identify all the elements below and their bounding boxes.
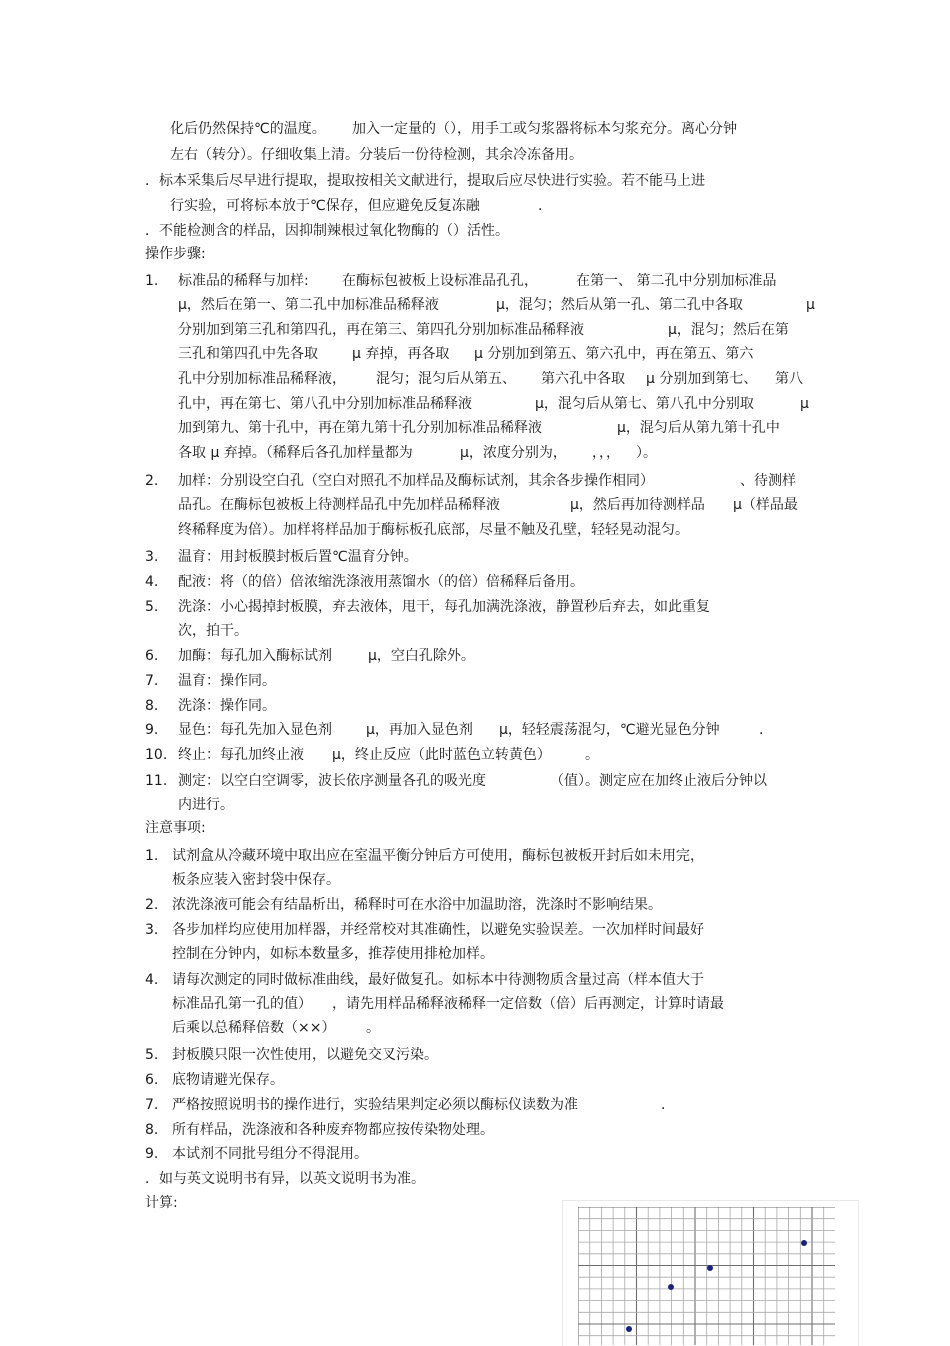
note-text: 请每次测定的同时做标准曲线，最好做复孔。如标本中待测物质含量过高（样本值大于 [172, 972, 704, 988]
data-point [626, 1326, 632, 1332]
step-text: 加酶：每孔加入酶标试剂 [178, 648, 332, 664]
step-text: （值）。测定应在加终止液后分钟以 [550, 773, 767, 789]
step-text: 在酶标包被板上设标准品孔孔， [342, 273, 538, 289]
step-text: 内进行。 [178, 797, 234, 813]
step-number: 1. [145, 273, 159, 289]
intro-text: 加入一定量的（），用手工或匀浆器将标本匀浆充分。离心分钟 [352, 121, 737, 137]
step-text: 品孔。在酶标包被板上待测样品孔中先加样品稀释液 [178, 497, 500, 513]
step-text: 配液：将（的倍）倍浓缩洗涤液用蒸馏水（的倍）倍稀释后备用。 [178, 574, 584, 590]
step-text: μ [800, 396, 809, 412]
note-text: 各步加样均应使用加样器，并经常校对其准确性，以避免实验误差。一次加样时间最好 [172, 922, 704, 938]
step-number: 2. [145, 473, 159, 489]
note-text: . [661, 1097, 666, 1113]
step-text: ）。 [636, 445, 657, 461]
note-text: 。 [366, 1020, 380, 1036]
step-number: 7. [145, 673, 159, 689]
step-text: μ，然后在第一、第二孔中加标准品稀释液 [178, 297, 439, 313]
note-text: 封板膜只限一次性使用，以避免交叉污染。 [172, 1047, 438, 1063]
note-text: 标准品孔第一孔的值） [172, 996, 312, 1012]
step-text: 第八 [775, 371, 803, 387]
step-text: . [759, 722, 764, 738]
note-text: 本试剂不同批号组分不得混用。 [172, 1146, 368, 1162]
intro-text: 左右（转分）。仔细收集上清。分装后一份待检测，其余冷冻备用。 [170, 147, 583, 163]
note-text: 严格按照说明书的操作进行，实验结果判定必须以酶标仪读数为准 [172, 1097, 578, 1113]
data-point [668, 1284, 674, 1290]
step-text: μ，混匀；然后在第 [668, 322, 789, 338]
step-text: 终止：每孔加终止液 [178, 747, 304, 763]
standard-curve-chart [578, 1207, 835, 1345]
step-text: μ，然后再加待测样品 [570, 497, 705, 513]
step-text: 三孔和第四孔中先各取 [178, 346, 318, 362]
section-heading: 计算: [145, 1195, 178, 1211]
note-text: 浓洗涤液可能会有结晶析出，稀释时可在水浴中加温助溶，洗涤时不影响结果。 [172, 897, 662, 913]
step-text: 标准品的稀释与加样: [178, 273, 309, 289]
intro-text: . [538, 198, 543, 214]
step-text: 洗涤：操作同。 [178, 698, 276, 714]
step-text: 加到第九、第十孔中，再在第九第十孔分别加标准品稀释液 [178, 420, 542, 436]
step-text: 终稀释度为倍）。加样将样品加于酶标板孔底部，尽量不触及孔壁，轻轻晃动混匀。 [178, 522, 689, 538]
step-number: 5. [145, 599, 159, 615]
step-text: μ，混匀；然后从第一孔、第二孔中各取 [496, 297, 743, 313]
step-number: 8. [145, 698, 159, 714]
data-point [801, 1240, 807, 1246]
step-text: 、待测样 [740, 473, 796, 489]
step-text: 在第一、 第二孔中分别加标准品 [576, 273, 777, 289]
note-text: 试剂盒从冷藏环境中取出应在室温平衡分钟后方可使用，酶标包被板开封后如未用完， [172, 848, 704, 864]
step-text: 各取 μ 弃掉。（稀释后各孔加样量都为 [178, 445, 413, 461]
step-text: μ，再加入显色剂 [366, 722, 473, 738]
intro-text: ．标本采集后尽早进行提取，提取按相关文献进行，提取后应尽快进行实验。若不能马上进 [145, 173, 705, 189]
step-text: 孔中，再在第七、第八孔中分别加标准品稀释液 [178, 396, 472, 412]
intro-text: 行实验，可将标本放于℃保存，但应避免反复冻融 [170, 198, 480, 214]
note-number: 9. [145, 1146, 159, 1162]
step-text: μ [806, 297, 815, 313]
step-text: 次，拍干。 [178, 623, 248, 639]
note-number: 3. [145, 922, 159, 938]
note-text: 控制在分钟内，如标本数量多，推荐使用排枪加样。 [172, 946, 494, 962]
note-number: 1. [145, 848, 159, 864]
step-number: 3. [145, 549, 159, 565]
step-text: ，，， [592, 445, 620, 461]
step-number: 11. [145, 773, 168, 789]
section-heading: 操作步骤: [145, 246, 206, 262]
intro-text: ．不能检测含的样品，因抑制辣根过氧化物酶的（）活性。 [145, 223, 509, 239]
note-number: 2. [145, 897, 159, 913]
step-text: 加样：分别设空白孔（空白对照孔不加样品及酶标试剂，其余各步操作相同） [178, 473, 654, 489]
step-text: μ，混匀后从第九第十孔中 [617, 420, 780, 436]
intro-text: 化后仍然保持℃的温度。 [170, 121, 326, 137]
step-number: 6. [145, 648, 159, 664]
note-text: 底物请避光保存。 [172, 1072, 284, 1088]
note-number: 6. [145, 1072, 159, 1088]
step-number: 4. [145, 574, 159, 590]
note-text: ．如与英文说明书有异，以英文说明书为准。 [145, 1171, 425, 1187]
note-number: 4. [145, 972, 159, 988]
note-text: 板条应装入密封袋中保存。 [172, 872, 340, 888]
note-text: 后乘以总稀释倍数（××） [172, 1020, 336, 1036]
data-point [707, 1265, 713, 1271]
step-number: 10. [145, 747, 168, 763]
step-text: 第六孔中各取 [541, 371, 625, 387]
note-number: 5. [145, 1047, 159, 1063]
step-text: 孔中分别加标准品稀释液， [178, 371, 346, 387]
step-text: 温育：操作同。 [178, 673, 276, 689]
note-number: 7. [145, 1097, 159, 1113]
note-text: 所有样品，洗涤液和各种废弃物都应按传染物处理。 [172, 1122, 494, 1138]
step-text: μ，轻轻震荡混匀，℃避光显色分钟 [499, 722, 720, 738]
step-text: μ，终止反应（此时蓝色立转黄色） [332, 747, 551, 763]
step-text: μ 分别加到第七、 [646, 371, 758, 387]
step-text: μ（样品最 [733, 497, 798, 513]
step-text: μ，浓度分别为， [460, 445, 567, 461]
section-heading: 注意事项: [145, 820, 206, 836]
note-text: ，请先用样品稀释液稀释一定倍数（倍）后再测定，计算时请最 [332, 996, 724, 1012]
step-text: 洗涤：小心揭掉封板膜，弃去液体，甩干，每孔加满洗涤液，静置秒后弃去，如此重复 [178, 599, 710, 615]
step-text: 分别加到第三孔和第四孔，再在第三、第四孔分别加标准品稀释液 [178, 322, 584, 338]
step-text: 测定：以空白空调零，波长依序测量各孔的吸光度 [178, 773, 486, 789]
step-text: 温育：用封板膜封板后置℃温育分钟。 [178, 549, 418, 565]
step-number: 9. [145, 722, 159, 738]
step-text: μ，空白孔除外。 [368, 648, 475, 664]
step-text: μ 分别加到第五、第六孔中，再在第五、第六 [474, 346, 754, 362]
step-text: μ，混匀后从第七、第八孔中分别取 [535, 396, 754, 412]
step-text: 混匀；混匀后从第五、 [376, 371, 516, 387]
step-text: 显色：每孔先加入显色剂 [178, 722, 332, 738]
step-text: 。 [585, 747, 599, 763]
note-number: 8. [145, 1122, 159, 1138]
step-text: μ 弃掉，再各取 [352, 346, 450, 362]
